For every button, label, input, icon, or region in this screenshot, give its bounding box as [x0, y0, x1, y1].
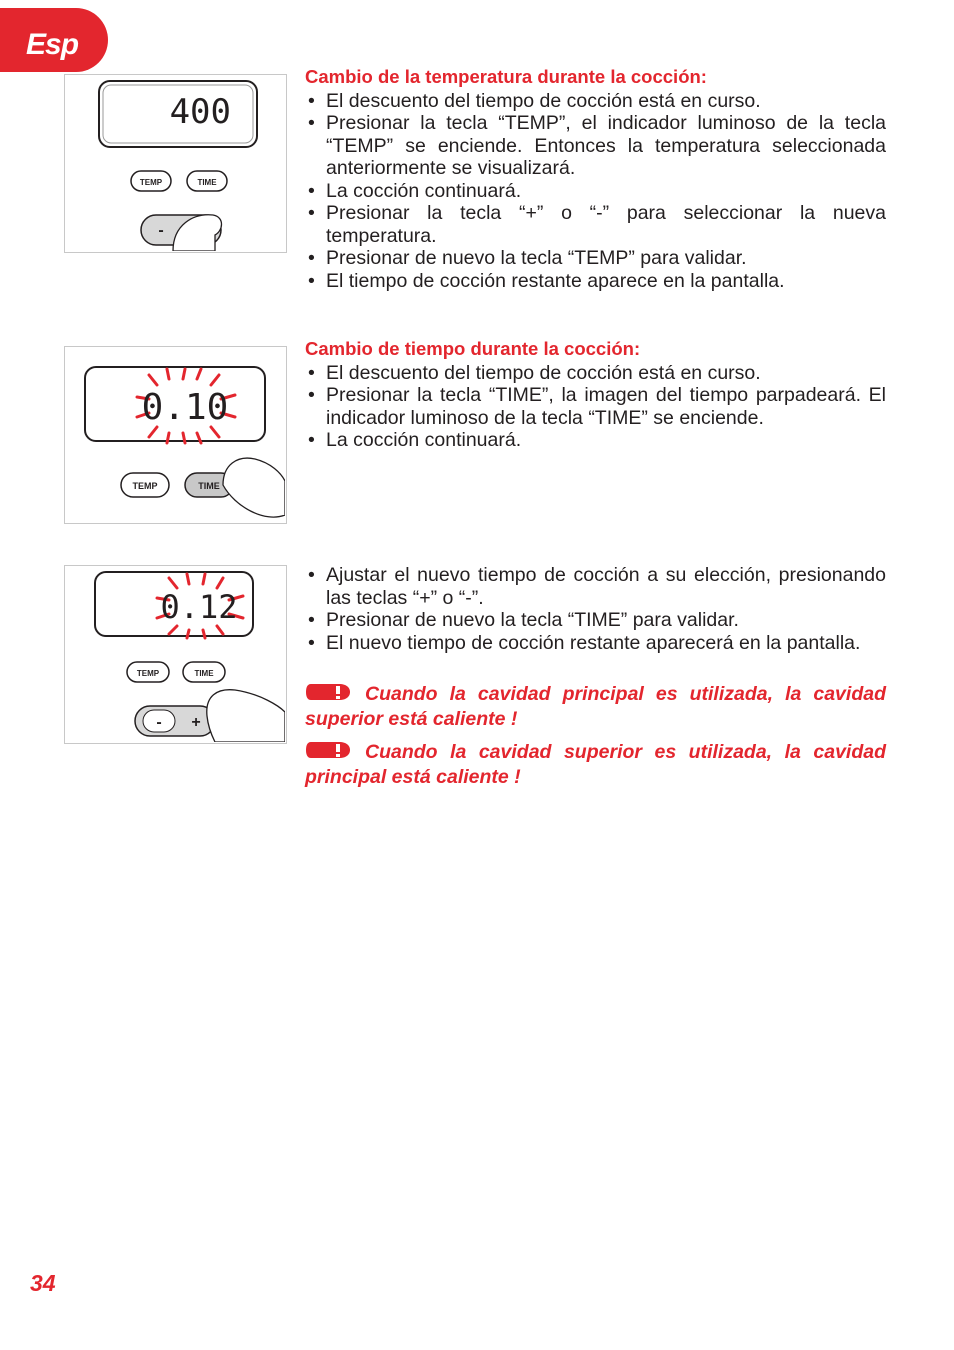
control-panel-figure	[65, 347, 285, 522]
temp-key: TEMP	[132, 481, 158, 491]
list-item: • El tiempo de cocción restante aparece en la pantalla.	[305, 270, 886, 293]
warning-note	[305, 740, 886, 789]
language-tab	[0, 8, 108, 72]
time-key: TIME	[197, 178, 217, 187]
section-heading: Cambio de tiempo durante la cocción:	[305, 338, 641, 359]
language-label: Esp	[26, 28, 79, 61]
list-item: • La cocción continuará.	[305, 429, 886, 452]
plus-key: +	[191, 714, 201, 731]
list-item: • Presionar la tecla “TEMP”, el indicador luminoso de la tecla “TEMP” se enciende. Entonces la temperatura seleccionada anteriormente se visualizará.	[305, 112, 886, 180]
temp-key: TEMP	[139, 178, 163, 187]
section-time-change	[305, 338, 886, 452]
section-heading: Cambio de la temperatura durante la cocción:	[305, 66, 707, 87]
bullet-list	[305, 90, 886, 293]
time-key: TIME	[198, 481, 220, 491]
warning-text: Cuando la cavidad superior es utilizada, la cavidad principal está caliente !	[305, 741, 886, 788]
display-readout: 0.10	[141, 387, 229, 428]
display-readout: 0.12	[160, 588, 238, 626]
list-item: • El descuento del tiempo de cocción está en curso.	[305, 362, 886, 385]
minus-key: -	[156, 714, 162, 731]
list-item: • Presionar la tecla “+” o “-” para seleccionar la nueva temperatura.	[305, 202, 886, 247]
control-panel-figure	[65, 75, 285, 251]
warning-icon	[305, 682, 351, 708]
oven-panel-illustration-temp	[64, 74, 287, 253]
temp-key: TEMP	[136, 669, 160, 678]
list-item: • Ajustar el nuevo tiempo de cocción a su elección, presionando las teclas “+” o “-”.	[305, 564, 886, 609]
oven-panel-illustration-time	[64, 346, 287, 524]
oven-panel-illustration-adjust	[64, 565, 287, 744]
bullet-list	[305, 362, 886, 452]
list-item: • Presionar de nuevo la tecla “TIME” para validar.	[305, 609, 886, 632]
bullet-list	[305, 564, 886, 654]
list-item: • La cocción continuará.	[305, 180, 886, 203]
finger-icon	[223, 458, 285, 517]
display-readout: 400	[169, 92, 231, 132]
finger-icon	[207, 690, 285, 742]
section-temperature-change	[305, 66, 886, 292]
control-panel-figure	[65, 566, 285, 742]
list-item: • El nuevo tiempo de cocción restante aparecerá en la pantalla.	[305, 632, 886, 655]
warning-icon	[305, 740, 351, 766]
list-item: • El descuento del tiempo de cocción está en curso.	[305, 90, 886, 113]
warning-note	[305, 682, 886, 731]
minus-key: -	[158, 222, 164, 239]
list-item: • Presionar la tecla “TIME”, la imagen del tiempo parpadeará. El indicador luminoso de la tecla “TIME” se enciende.	[305, 384, 886, 429]
warning-text: Cuando la cavidad principal es utilizada, la cavidad superior está caliente !	[305, 683, 886, 730]
list-item: • Presionar de nuevo la tecla “TEMP” para validar.	[305, 247, 886, 270]
time-key: TIME	[194, 669, 214, 678]
section-time-adjust	[305, 564, 886, 654]
page-number: 34	[30, 1270, 56, 1296]
